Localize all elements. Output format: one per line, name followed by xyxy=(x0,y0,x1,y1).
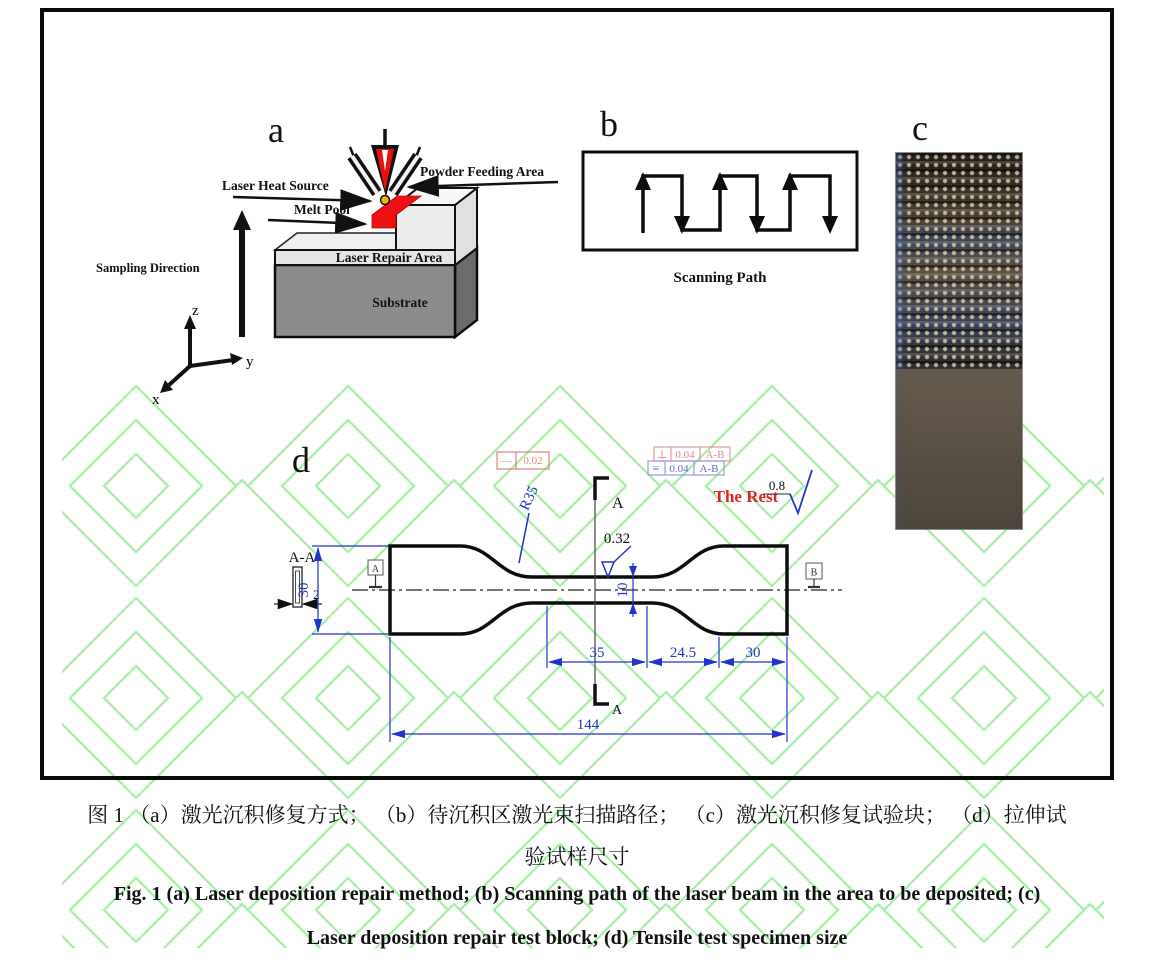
the-rest-label: The Rest xyxy=(713,487,779,506)
radius-dim-text: R35 xyxy=(516,483,542,514)
total-length-dim-text: 144 xyxy=(576,717,600,733)
axis-z-label: z xyxy=(192,303,199,319)
caption-chinese-line2: 验试样尺寸 xyxy=(524,845,630,869)
figure-frame xyxy=(40,8,1114,780)
section-mark-bottom: A xyxy=(612,703,623,718)
rest-roughness-value: 0.8 xyxy=(768,478,786,493)
laser-repair-area-label: Laser Repair Area xyxy=(335,250,443,265)
roughness-gauge-value: 0.32 xyxy=(603,531,631,547)
section-view-label: A-A xyxy=(288,550,316,566)
perpendicularity-value: 0.04 xyxy=(675,449,695,461)
sampling-direction-label: Sampling Direction xyxy=(96,261,200,275)
caption-chinese xyxy=(0,794,1154,878)
perpendicularity-symbol: ⊥ xyxy=(656,449,668,461)
section-mark-top: A xyxy=(612,495,624,512)
width-dim-text: 30 xyxy=(296,582,312,598)
grip-dim-text: 30 xyxy=(745,645,761,661)
powder-feeding-area-label: Powder Feeding Area xyxy=(420,164,544,179)
transition-dim-text: 24.5 xyxy=(669,645,697,661)
datum-a-letter: A xyxy=(371,564,380,575)
caption-english xyxy=(0,872,1154,960)
caption-chinese-line1: 图 1 （a）激光沉积修复方式； （b）待沉积区激光束扫描路径； （c）激光沉积修复试验块； （d）拉伸试 xyxy=(87,803,1067,827)
symmetry-symbol: ≡ xyxy=(652,463,660,475)
symmetry-datum: A-B xyxy=(699,463,719,475)
panel-c-label: c xyxy=(912,108,928,148)
laser-heat-source-label: Laser Heat Source xyxy=(222,178,329,193)
gauge-dim-text: 35 xyxy=(589,645,605,661)
caption-english-line1: Fig. 1 (a) Laser deposition repair method; (b) Scanning path of the laser beam in the area to be deposited; (c) xyxy=(113,883,1041,905)
melt-pool-label: Melt Pool xyxy=(294,202,350,217)
datum-b-letter: B xyxy=(810,567,818,579)
symmetry-value: 0.04 xyxy=(669,463,689,475)
caption-english-line2: Laser deposition repair test block; (d) Tensile test specimen size xyxy=(306,927,848,949)
panel-a-label: a xyxy=(268,110,284,150)
narrow-dim-text: 10 xyxy=(615,582,631,598)
axis-x-label: x xyxy=(152,392,160,408)
straightness-symbol: — xyxy=(500,455,512,467)
panel-d-label: d xyxy=(292,440,310,480)
axis-y-label: y xyxy=(246,354,254,370)
thickness-dim-text: 2 xyxy=(313,587,320,602)
straightness-value: 0.02 xyxy=(523,455,543,467)
scanning-path-caption: Scanning Path xyxy=(673,270,767,286)
perpendicularity-datum: A-B xyxy=(705,449,725,461)
substrate-label: Substrate xyxy=(372,295,428,310)
panel-b-label: b xyxy=(600,104,618,144)
